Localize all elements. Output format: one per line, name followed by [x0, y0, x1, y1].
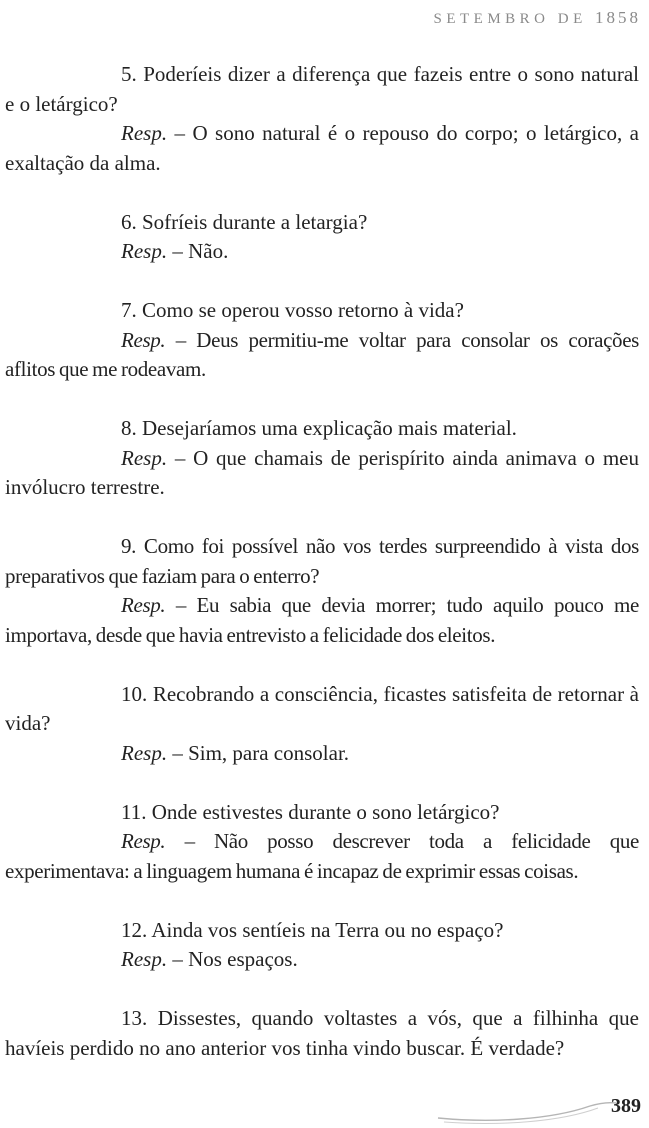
page-footer	[430, 1092, 645, 1128]
answer-text: – Não posso descrever toda a felicidade que experimentava: a linguagem humana é incapaz de exprimir essas coisas.	[5, 829, 639, 883]
running-year: 1858	[595, 8, 641, 27]
answer-7	[5, 326, 639, 385]
question-9: 9. Como foi possível não vos terdes surpreendido à vista dos preparativos que faziam para o enterro?	[5, 534, 639, 588]
resp-label: Resp.	[121, 445, 168, 470]
answer-12	[5, 945, 639, 975]
answer-6	[5, 237, 639, 267]
running-title: SETEMBRO DE	[433, 11, 587, 27]
answer-text: – O sono natural é o repouso do corpo; o letárgico, a exaltação da alma.	[5, 121, 639, 175]
answer-text: – Eu sabia que devia morrer; tudo aquilo pouco me importava, desde que havia entrevisto a felicidade dos eleitos.	[5, 593, 639, 647]
question-7: 7. Como se operou vosso retorno à vida?	[121, 298, 464, 322]
resp-label: Resp.	[121, 947, 168, 971]
question-10: 10. Recobrando a consciência, ficastes satisfeita de retornar à vida?	[5, 681, 639, 735]
resp-label: Resp.	[121, 121, 168, 145]
answer-5	[5, 119, 639, 178]
question-6: 6. Sofríeis durante a letargia?	[121, 209, 368, 234]
question-11: 11. Onde estivestes durante o sono letárgico?	[121, 799, 500, 824]
answer-text: – O que chamais de perispírito ainda animava o meu invólucro terrestre.	[5, 445, 639, 499]
answer-text: – Sim, para consolar.	[167, 740, 350, 765]
question-12: 12. Ainda vos sentíeis na Terra ou no espaço?	[121, 917, 504, 942]
answer-11	[5, 827, 639, 886]
answer-8	[5, 444, 639, 503]
question-5: 5. Poderíeis dizer a diferença que fazeis entre o sono natural e o letárgico?	[5, 62, 639, 116]
resp-label: Resp.	[121, 239, 168, 263]
question-8: 8. Desejaríamos uma explicação mais material.	[121, 416, 517, 440]
resp-label: Resp.	[121, 593, 166, 617]
running-header	[433, 8, 641, 28]
answer-text: – Não.	[167, 239, 229, 263]
resp-label: Resp.	[121, 829, 166, 853]
answer-9	[5, 591, 639, 650]
answer-text: – Nos espaços.	[167, 947, 298, 971]
answer-10	[5, 739, 639, 769]
answer-text: – Deus permitiu-me voltar para consolar os corações aflitos que me rodeavam.	[5, 327, 639, 381]
resp-label: Resp.	[121, 740, 168, 765]
question-13: 13. Dissestes, quando voltastes a vós, que a filhinha que havíeis perdido no ano anterior vos tinha vindo buscar. É verdade?	[5, 1006, 639, 1060]
page-body	[5, 60, 639, 1063]
resp-label: Resp.	[121, 327, 166, 352]
page-number: 389	[611, 1095, 641, 1117]
